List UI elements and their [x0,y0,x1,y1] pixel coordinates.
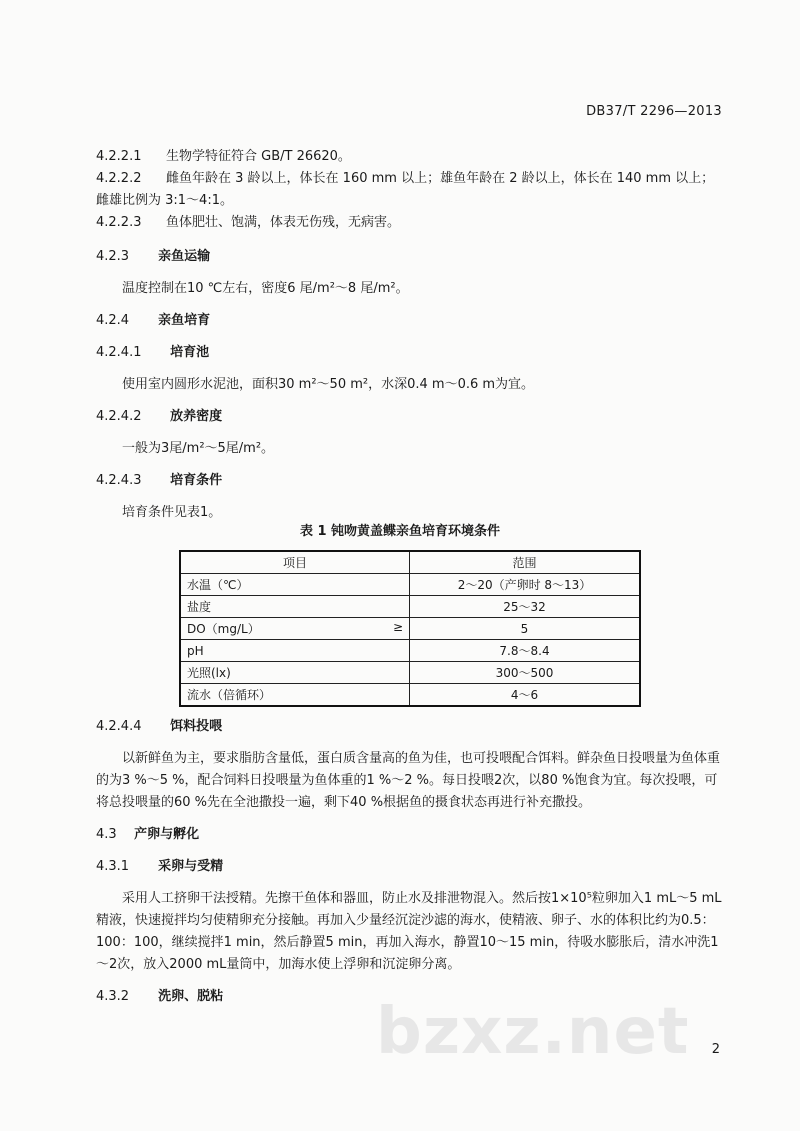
row-item-cell [180,640,410,662]
clause-number: 4.2.2.2 [96,171,142,186]
row-range: 7.8～8.4 [410,640,641,662]
clause-4-2-2-2 [96,168,724,212]
section-4-2-4-3-heading [96,470,724,492]
section-4-3-1-text: 采用人工挤卵干法授精。先擦干鱼体和器皿，防止水及排泄物混入。然后按1×10⁵粒卵加入1 mL～5 mL精液，快速搅拌均匀使精卵充分接触。再加入少量经沉淀沙滤的海水，使精液、卵子、水的体积比约为0.5：100：100，继续搅拌1 min，然后静置5 min，再加入海水，静置10～15 min，待吸水膨胀后，清水冲洗1～2次，放入2000 mL量筒中，加海水使上浮卵和沉淀卵分离。 [96,891,722,972]
table-caption: 表 1 钝吻黄盖鲽亲鱼培育环境条件 [299,524,501,539]
section-4-2-3-heading [96,246,724,268]
section-title: 放养密度 [170,409,223,424]
page-number: 2 [711,1042,720,1057]
section-4-2-4-2-text: 一般为3尾/m²～5尾/m²。 [122,441,275,456]
section-number: 4.2.4.4 [96,719,142,734]
header-item: 项目 [180,551,410,574]
row-item: 水温（℃） [187,578,249,592]
row-item-cell [180,684,410,707]
section-number: 4.2.4 [96,313,130,328]
document-body-lower [96,716,724,1008]
clause-4-2-2-1 [96,146,724,168]
section-title: 采卵与受精 [158,859,224,874]
section-number: 4.2.4.1 [96,345,142,360]
section-title: 产卵与孵化 [134,827,200,842]
clause-number: 4.2.2.1 [96,149,142,164]
clause-text: 雌鱼年龄在 3 龄以上，体长在 160 mm 以上；雄鱼年龄在 2 龄以上，体长在 140 mm 以上；雌雄比例为 3:1～4:1。 [96,171,715,208]
table-row [180,574,640,596]
clause-4-2-2-3 [96,212,724,234]
section-4-2-4-2-heading [96,406,724,428]
section-title: 饵料投喂 [170,719,223,734]
section-4-2-4-heading [96,310,724,332]
standard-code: DB37/T 2296—2013 [586,104,722,119]
section-4-3-heading [96,824,724,846]
section-number: 4.3.1 [96,859,130,874]
section-number: 4.3 [96,827,117,842]
watermark: bzxz.net [376,995,690,1069]
clause-number: 4.2.2.3 [96,215,142,230]
row-item: 光照(lx) [187,666,231,680]
section-title: 亲鱼运输 [158,249,211,264]
row-range: 5 [410,618,641,640]
row-item: DO（mg/L） [187,622,260,636]
row-range: 300～500 [410,662,641,684]
section-title: 培育条件 [170,473,223,488]
section-number: 4.2.3 [96,249,130,264]
breeding-conditions-table [179,550,641,707]
section-4-2-4-4-text: 以新鲜鱼为主，要求脂肪含量低，蛋白质含量高的鱼为佳，也可投喂配合饵料。鲜杂鱼日投喂量为鱼体重的为3 %～5 %，配合饲料日投喂量为鱼体重的1 %～2 %。每日投喂2次，以80 %饱食为宜。每次投喂，可将总投喂量的60 %先在全池撒投一遍，剩下40 %根据鱼的摄食状态再进行补充撒投。 [96,751,721,810]
row-item-cell [180,574,410,596]
row-range: 2～20（产卵时 8～13） [410,574,641,596]
section-title: 亲鱼培育 [158,313,211,328]
section-4-2-4-3-text: 培育条件见表1。 [122,505,222,520]
row-item-cell [180,618,410,640]
row-item: 流水（倍循环） [187,688,272,702]
row-range: 4～6 [410,684,641,707]
table-header-row [180,551,640,574]
table-row [180,596,640,618]
table-row [180,640,640,662]
table-row [180,684,640,707]
table-row [180,662,640,684]
clause-text: 鱼体肥壮、饱满，体表无伤残，无病害。 [166,215,401,230]
document-body [96,146,724,524]
clause-text: 生物学特征符合 GB/T 26620。 [166,149,351,164]
row-range: 25～32 [410,596,641,618]
section-number: 4.2.4.2 [96,409,142,424]
section-4-3-1-heading [96,856,724,878]
section-4-2-4-4-heading [96,716,724,738]
header-range: 范围 [410,551,641,574]
row-item: 盐度 [187,600,212,614]
section-4-2-4-1-text: 使用室内圆形水泥池，面积30 m²～50 m²，水深0.4 m～0.6 m为宜。 [122,377,535,392]
section-4-2-3-text: 温度控制在10 ℃左右，密度6 尾/m²～8 尾/m²。 [122,281,409,296]
section-number: 4.2.4.3 [96,473,142,488]
row-qualifier: ≥ [392,620,403,634]
section-title: 培育池 [170,345,210,360]
section-4-2-4-1-heading [96,342,724,364]
section-number: 4.3.2 [96,989,130,1004]
row-item: pH [187,643,204,658]
section-title: 洗卵、脱粘 [158,989,224,1004]
row-item-cell [180,596,410,618]
row-item-cell [180,662,410,684]
table-row [180,618,640,640]
